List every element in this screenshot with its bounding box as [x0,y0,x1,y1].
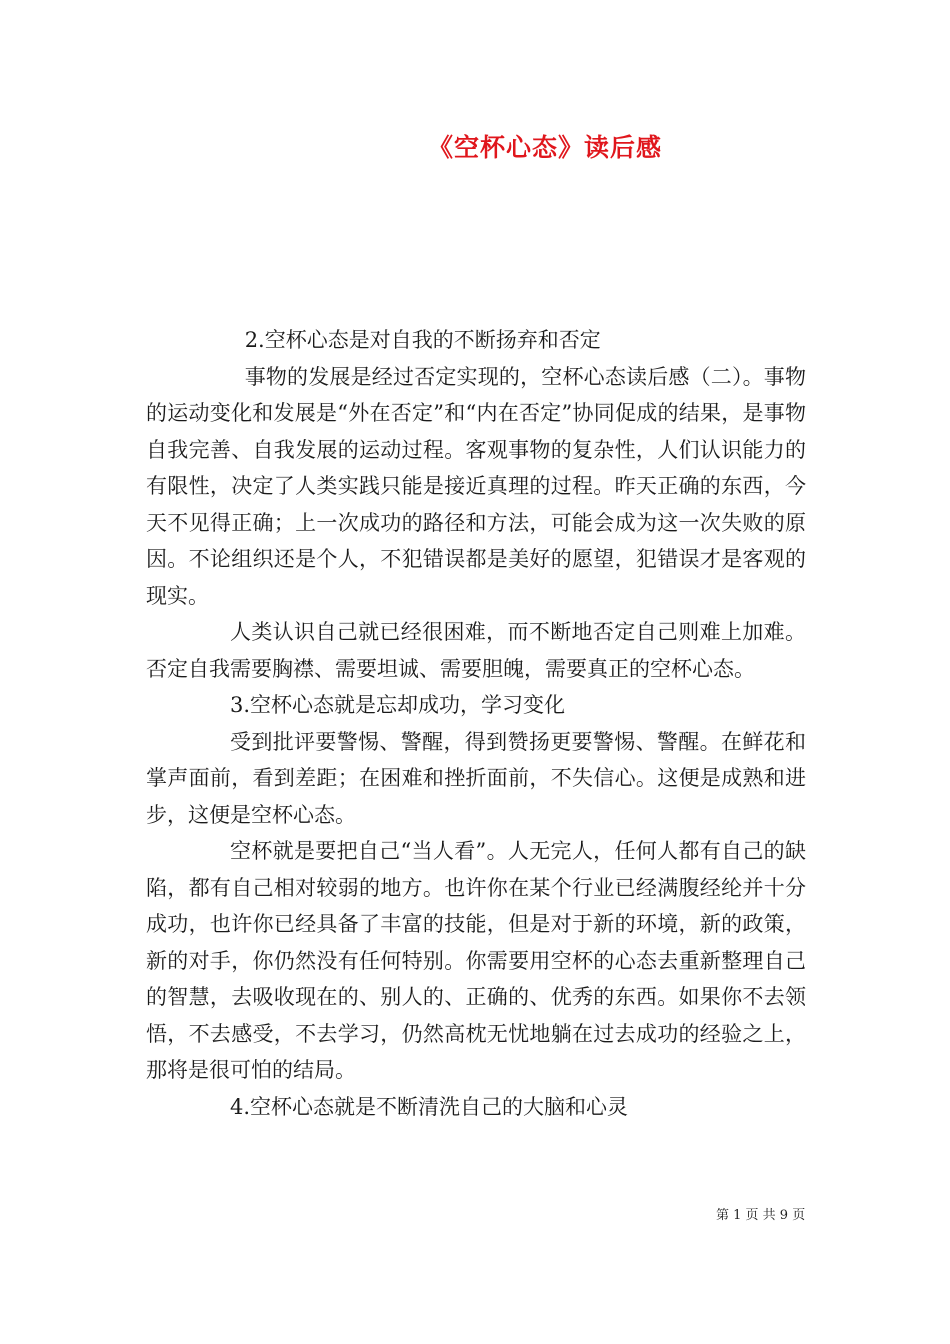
section-heading-2: 2.空杯心态是对自我的不断扬弃和否定 [244,328,601,352]
paragraph-2: 人类认识自己就已经很困难，而不断地否定自己则难上加难。否定自我需要胸襟、需要坦诚、需要胆魄，需要真正的空杯心态。 [146,620,806,681]
document-body [146,322,806,1125]
paragraph-1: 事物的发展是经过否定实现的，空杯心态读后感（二）。事物的运动变化和发展是“外在否定”和“内在否定”协同促成的结果，是事物自我完善、自我发展的运动过程。客观事物的复杂性，人们认识能力的有限性，决定了人类实践只能是接近真理的过程。昨天正确的东西，今天不见得正确；上一次成功的路径和方法，可能会成为这一次失败的原因。不论组织还是个人，不犯错误都是美好的愿望，犯错误才是客观的现实。 [146,364,806,608]
section-heading-3: 3.空杯心态就是忘却成功，学习变化 [230,693,566,717]
page-number-footer: 第 1 页 共 9 页 [716,1208,806,1223]
paragraph-3: 受到批评要警惕、警醒，得到赞扬更要警惕、警醒。在鲜花和掌声面前，看到差距；在困难和挫折面前，不失信心。这便是成熟和进步，这便是空杯心态。 [146,729,806,827]
section-heading-4: 4.空杯心态就是不断清洗自己的大脑和心灵 [230,1094,629,1119]
document-title: 《空杯心态》读后感 [427,133,662,162]
paragraph-4: 空杯就是要把自己“当人看”。人无完人，任何人都有自己的缺陷，都有自己相对较弱的地方。也许你在某个行业已经满腹经纶并十分成功，也许你已经具备了丰富的技能，但是对于新的环境，新的政策，新的对手，你仍然没有任何特别。你需要用空杯的心态去重新整理自己的智慧，去吸收现在的、别人的、正确的、优秀的东西。如果你不去领悟，不去感受，不去学习，仍然高枕无忧地躺在过去成功的经验之上，那将是很可怕的结局。 [146,839,806,1082]
